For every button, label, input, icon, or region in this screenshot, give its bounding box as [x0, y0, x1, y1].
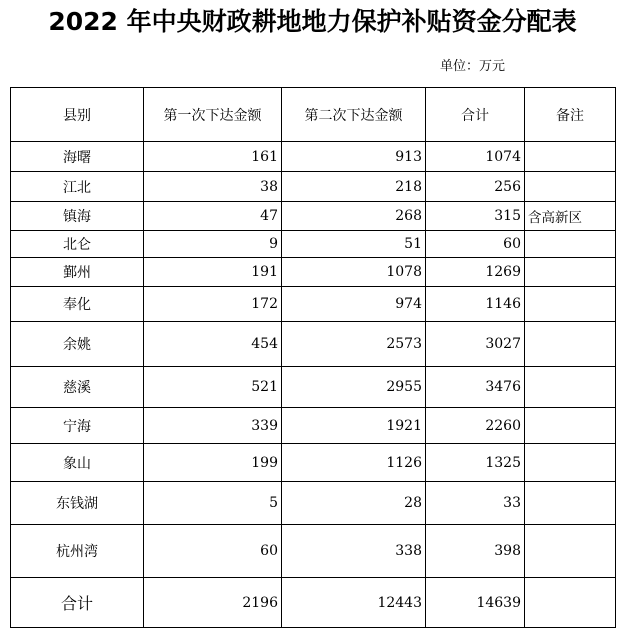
first-amount-cell: 60 — [144, 525, 282, 578]
county-cell: 慈溪 — [11, 367, 144, 408]
table-row — [11, 142, 616, 172]
first-amount-cell: 5 — [144, 482, 282, 525]
total-row — [11, 578, 616, 628]
second-amount-cell: 268 — [282, 202, 426, 231]
column-header-second: 第二次下达金额 — [282, 88, 426, 142]
second-amount-cell: 2573 — [282, 322, 426, 367]
total-amount-cell: 398 — [426, 525, 525, 578]
first-amount-cell: 172 — [144, 287, 282, 322]
first-amount-cell: 191 — [144, 258, 282, 287]
county-cell: 江北 — [11, 172, 144, 202]
total-amount-cell: 3027 — [426, 322, 525, 367]
note-cell — [525, 482, 616, 525]
column-header-note: 备注 — [525, 88, 616, 142]
second-amount-cell: 2955 — [282, 367, 426, 408]
unit-label: 单位：万元 — [440, 59, 506, 74]
grand-total-amount: 14639 — [426, 578, 525, 628]
column-header-county: 县别 — [11, 88, 144, 142]
note-cell — [525, 322, 616, 367]
table-header-row — [11, 88, 616, 142]
total-amount-cell: 256 — [426, 172, 525, 202]
total-amount-cell: 1074 — [426, 142, 525, 172]
second-amount-cell: 913 — [282, 142, 426, 172]
second-amount-cell: 1921 — [282, 408, 426, 444]
second-amount-cell: 338 — [282, 525, 426, 578]
note-cell — [525, 258, 616, 287]
table-row — [11, 172, 616, 202]
county-cell: 北仑 — [11, 231, 144, 258]
county-cell: 象山 — [11, 444, 144, 482]
note-cell: 含高新区 — [525, 202, 616, 231]
county-cell: 镇海 — [11, 202, 144, 231]
first-amount-cell: 161 — [144, 142, 282, 172]
county-cell: 杭州湾 — [11, 525, 144, 578]
total-second-amount: 12443 — [282, 578, 426, 628]
county-cell: 东钱湖 — [11, 482, 144, 525]
first-amount-cell: 38 — [144, 172, 282, 202]
first-amount-cell: 9 — [144, 231, 282, 258]
note-cell — [525, 444, 616, 482]
county-cell: 海曙 — [11, 142, 144, 172]
total-note-cell — [525, 578, 616, 628]
note-cell — [525, 367, 616, 408]
note-cell — [525, 525, 616, 578]
total-row-label: 合计 — [11, 578, 144, 628]
table-row — [11, 482, 616, 525]
column-header-total: 合计 — [426, 88, 525, 142]
table-row — [11, 231, 616, 258]
total-first-amount: 2196 — [144, 578, 282, 628]
total-amount-cell: 1325 — [426, 444, 525, 482]
first-amount-cell: 454 — [144, 322, 282, 367]
total-amount-cell: 2260 — [426, 408, 525, 444]
note-cell — [525, 172, 616, 202]
first-amount-cell: 521 — [144, 367, 282, 408]
second-amount-cell: 1078 — [282, 258, 426, 287]
table-row — [11, 322, 616, 367]
total-amount-cell: 315 — [426, 202, 525, 231]
total-amount-cell: 60 — [426, 231, 525, 258]
first-amount-cell: 199 — [144, 444, 282, 482]
allocation-table — [10, 87, 616, 628]
table-row — [11, 258, 616, 287]
table-row — [11, 367, 616, 408]
second-amount-cell: 51 — [282, 231, 426, 258]
note-cell — [525, 408, 616, 444]
county-cell: 余姚 — [11, 322, 144, 367]
county-cell: 鄞州 — [11, 258, 144, 287]
second-amount-cell: 1126 — [282, 444, 426, 482]
second-amount-cell: 218 — [282, 172, 426, 202]
second-amount-cell: 28 — [282, 482, 426, 525]
table-row — [11, 287, 616, 322]
note-cell — [525, 287, 616, 322]
table-row — [11, 444, 616, 482]
total-amount-cell: 1269 — [426, 258, 525, 287]
total-amount-cell: 1146 — [426, 287, 525, 322]
table-row — [11, 408, 616, 444]
county-cell: 奉化 — [11, 287, 144, 322]
total-amount-cell: 3476 — [426, 367, 525, 408]
table-row — [11, 525, 616, 578]
column-header-first: 第一次下达金额 — [144, 88, 282, 142]
note-cell — [525, 142, 616, 172]
note-cell — [525, 231, 616, 258]
county-cell: 宁海 — [11, 408, 144, 444]
first-amount-cell: 47 — [144, 202, 282, 231]
total-amount-cell: 33 — [426, 482, 525, 525]
first-amount-cell: 339 — [144, 408, 282, 444]
second-amount-cell: 974 — [282, 287, 426, 322]
table-row — [11, 202, 616, 231]
page-title: 2022 年中央财政耕地地力保护补贴资金分配表 — [48, 7, 577, 36]
